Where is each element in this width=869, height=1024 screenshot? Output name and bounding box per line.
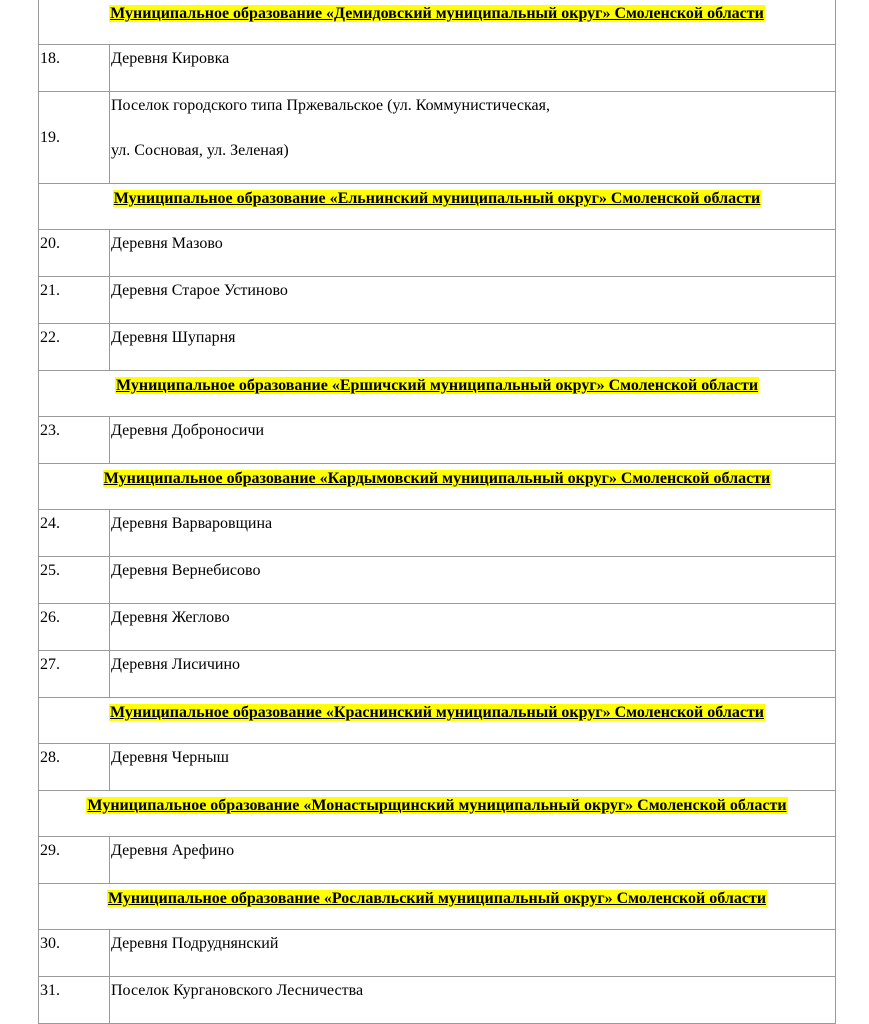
row-number: 20. bbox=[39, 230, 110, 277]
settlement-name: Деревня Лисичино bbox=[110, 651, 836, 698]
table-row bbox=[39, 651, 836, 698]
table-row bbox=[39, 45, 836, 92]
section-title: Муниципальное образование «Кардымовский муниципальный округ» Смоленской области bbox=[103, 470, 771, 487]
section-header-cell bbox=[39, 184, 836, 230]
section-header-cell bbox=[39, 884, 836, 930]
row-number: 22. bbox=[39, 324, 110, 371]
row-number: 21. bbox=[39, 277, 110, 324]
section-title: Муниципальное образование «Монастырщинский муниципальный округ» Смоленской области bbox=[87, 797, 787, 814]
settlement-name: Деревня Старое Устиново bbox=[110, 277, 836, 324]
settlement-name: Деревня Арефино bbox=[110, 837, 836, 884]
row-number: 23. bbox=[39, 417, 110, 464]
table-row bbox=[39, 557, 836, 604]
table-row bbox=[39, 604, 836, 651]
section-header-cell bbox=[39, 791, 836, 837]
row-number: 29. bbox=[39, 837, 110, 884]
table-row bbox=[39, 837, 836, 884]
section-title: Муниципальное образование «Ельнинский муниципальный округ» Смоленской области bbox=[113, 190, 761, 207]
settlement-name: Деревня Варваровщина bbox=[110, 510, 836, 557]
settlement-name: Деревня Жеглово bbox=[110, 604, 836, 651]
settlement-name: Деревня Кировка bbox=[110, 45, 836, 92]
section-header-cell bbox=[39, 371, 836, 417]
section-header bbox=[39, 791, 836, 837]
section-title: Муниципальное образование «Ершичский муниципальный округ» Смоленской области bbox=[115, 377, 759, 394]
settlement-name: Поселок Кургановского Лесничества bbox=[110, 977, 836, 1024]
section-header bbox=[39, 698, 836, 744]
section-header-cell bbox=[39, 464, 836, 510]
table-row bbox=[39, 417, 836, 464]
section-header bbox=[39, 464, 836, 510]
settlement-name: Деревня Шупарня bbox=[110, 324, 836, 371]
row-number: 24. bbox=[39, 510, 110, 557]
table-row bbox=[39, 930, 836, 977]
settlement-name-line-1: Поселок городского типа Пржевальское (ул. Коммунистическая, bbox=[111, 97, 550, 114]
row-number: 18. bbox=[39, 45, 110, 92]
table-row bbox=[39, 977, 836, 1024]
settlement-name: Деревня Черныш bbox=[110, 744, 836, 791]
row-number: 28. bbox=[39, 744, 110, 791]
row-number: 25. bbox=[39, 557, 110, 604]
section-header-cell bbox=[39, 0, 836, 45]
row-number: 31. bbox=[39, 977, 110, 1024]
row-number: 27. bbox=[39, 651, 110, 698]
table-row bbox=[39, 744, 836, 791]
document-page bbox=[38, 0, 835, 1024]
section-title: Муниципальное образование «Краснинский муниципальный округ» Смоленской области bbox=[110, 704, 764, 721]
table-row bbox=[39, 277, 836, 324]
settlement-name: Деревня Вернебисово bbox=[110, 557, 836, 604]
table-row bbox=[39, 92, 836, 184]
table-row bbox=[39, 324, 836, 371]
section-header bbox=[39, 371, 836, 417]
settlement-name: Деревня Мазово bbox=[110, 230, 836, 277]
section-header bbox=[39, 884, 836, 930]
section-title: Муниципальное образование «Рославльский муниципальный округ» Смоленской области bbox=[107, 890, 767, 907]
settlement-name bbox=[110, 92, 836, 184]
settlement-name: Деревня Доброносичи bbox=[110, 417, 836, 464]
row-number: 30. bbox=[39, 930, 110, 977]
row-number: 19. bbox=[39, 92, 110, 184]
table-row bbox=[39, 230, 836, 277]
row-number: 26. bbox=[39, 604, 110, 651]
section-title: Муниципальное образование «Демидовский муниципальный округ» Смоленской области bbox=[110, 5, 764, 22]
section-header bbox=[39, 0, 836, 45]
section-header bbox=[39, 184, 836, 230]
section-header-cell bbox=[39, 698, 836, 744]
settlement-name-line-2: ул. Сосновая, ул. Зеленая) bbox=[111, 142, 289, 159]
settlements-table bbox=[38, 0, 836, 1024]
settlement-name: Деревня Подруднянский bbox=[110, 930, 836, 977]
table-row bbox=[39, 510, 836, 557]
